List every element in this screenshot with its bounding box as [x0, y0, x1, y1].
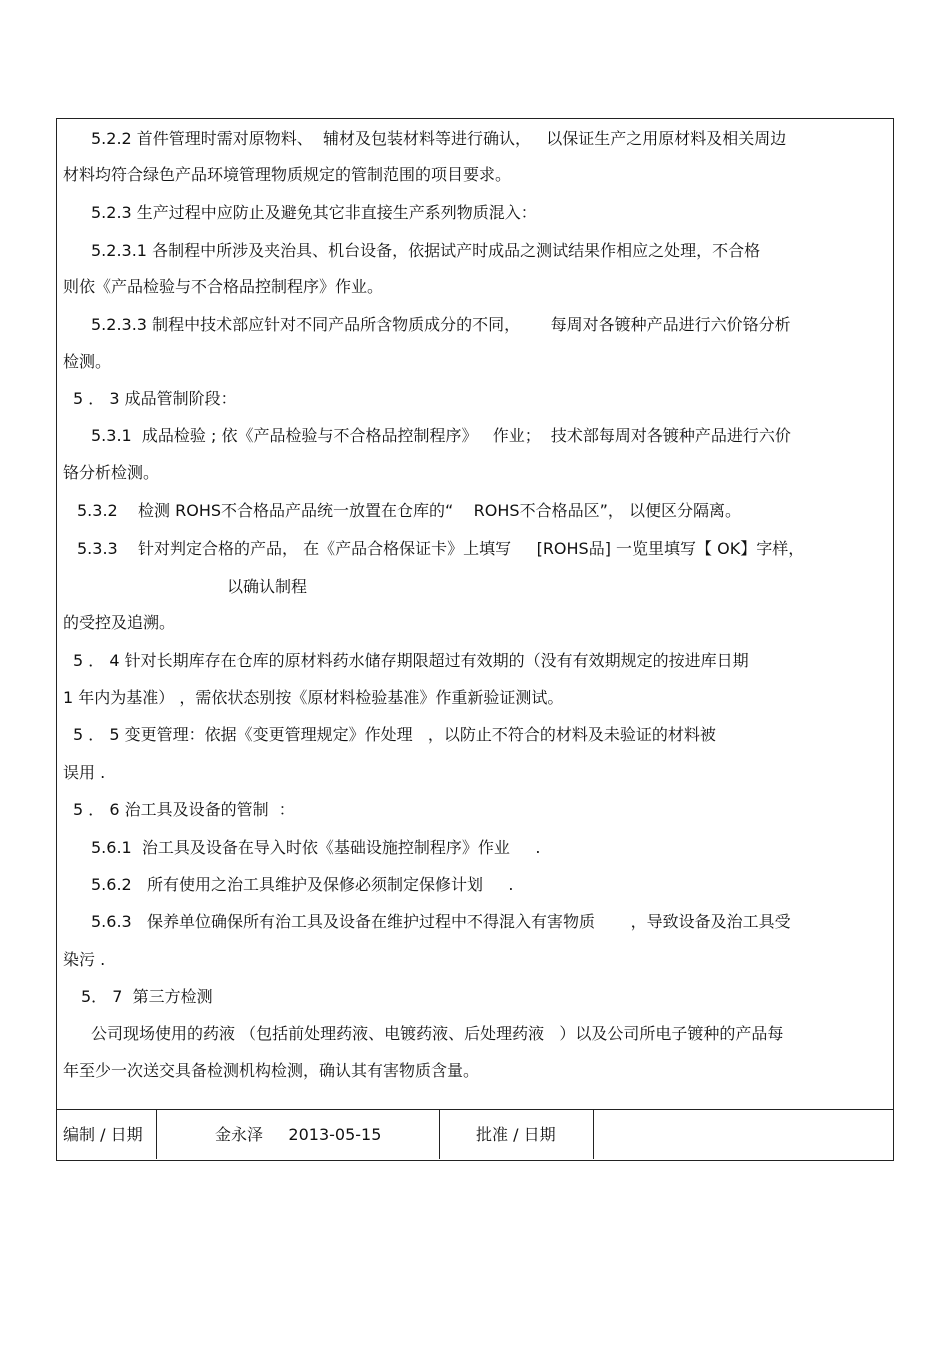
body-line-5: 则依《产品检验与不合格品控制程序》作业。: [63, 277, 384, 296]
body-line-12: 5.3.3 针对判定合格的产品， 在《产品合格保证卡》上填写 [ROHS品] 一览里填写【 OK】字样，: [77, 539, 805, 558]
body-line-19: 5 ． 6 治工具及设备的管制 ：: [73, 800, 295, 819]
body-line-26: 年至少一次送交具备检测机构检测，确认其有害物质含量。: [63, 1061, 480, 1080]
body-line-9: 5.3.1 成品检验 ; 依《产品检验与不合格品控制程序》 作业； 技术部每周对各镀种产品进行六价: [91, 426, 791, 445]
body-line-16: 1 年内为基准） ，需依状态别按《原材料检验基准》作重新验证测试。: [63, 688, 564, 707]
body-line-7: 检测。: [63, 352, 112, 371]
approved-date-value: [594, 1110, 893, 1159]
approved-date-label: 批准 / 日期: [440, 1110, 594, 1159]
body-line-18: 误用 .: [63, 763, 106, 782]
document-frame: [56, 118, 894, 1161]
body-line-4: 5.2.3.1 各制程中所涉及夹治具、机台设备，依据试产时成品之测试结果作相应之处理，不合格: [91, 241, 761, 260]
body-line-3: 5.2.3 生产过程中应防止及避免其它非直接生产系列物质混入：: [91, 203, 537, 222]
body-line-13: 以确认制程: [227, 577, 308, 596]
body-line-8: 5 ． 3 成品管制阶段：: [73, 389, 237, 408]
body-line-20: 5.6.1 治工具及设备在导入时依《基础设施控制程序》作业 .: [91, 838, 541, 857]
body-line-24: 5． 7 第三方检测: [81, 987, 213, 1006]
body-line-21: 5.6.2 所有使用之治工具维护及保修必须制定保修计划 .: [91, 875, 514, 894]
body-line-14: 的受控及追溯。: [63, 613, 176, 632]
prepared-date-value: 金永泽 2013-05-15: [157, 1110, 440, 1159]
body-line-11: 5.3.2 检测 ROHS不合格品产品统一放置在仓库的“ ROHS不合格品区”， 以便区分隔离。: [77, 501, 741, 520]
signature-row: [57, 1109, 893, 1160]
body-line-1: 5.2.2 首件管理时需对原物料、 辅材及包装材料等进行确认， 以保证生产之用原材料及相关周边: [91, 129, 787, 148]
body-line-2: 材料均符合绿色产品环境管理物质规定的管制范围的项目要求。: [63, 165, 512, 184]
body-line-25: 公司现场使用的药液 （包括前处理药液、电镀药液、后处理药液 ）以及公司所电子镀种的产品每: [91, 1024, 784, 1043]
body-line-10: 铬分析检测。: [63, 463, 160, 482]
body-line-15: 5 ． 4 针对长期库存在仓库的原材料药水储存期限超过有效期的（没有有效期规定的按进库日期: [73, 651, 749, 670]
body-line-22: 5.6.3 保养单位确保所有治工具及设备在维护过程中不得混入有害物质 ，导致设备及治工具受: [91, 912, 791, 931]
body-line-6: 5.2.3.3 制程中技术部应针对不同产品所含物质成分的不同， 每周对各镀种产品进行六价铬分析: [91, 315, 791, 334]
body-line-17: 5 ． 5 变更管理：依据《变更管理规定》作处理 ，以防止不符合的材料及未验证的材料被: [73, 725, 716, 744]
body-line-23: 染污 .: [63, 950, 106, 969]
prepared-date-label: 编制 / 日期: [57, 1110, 157, 1159]
